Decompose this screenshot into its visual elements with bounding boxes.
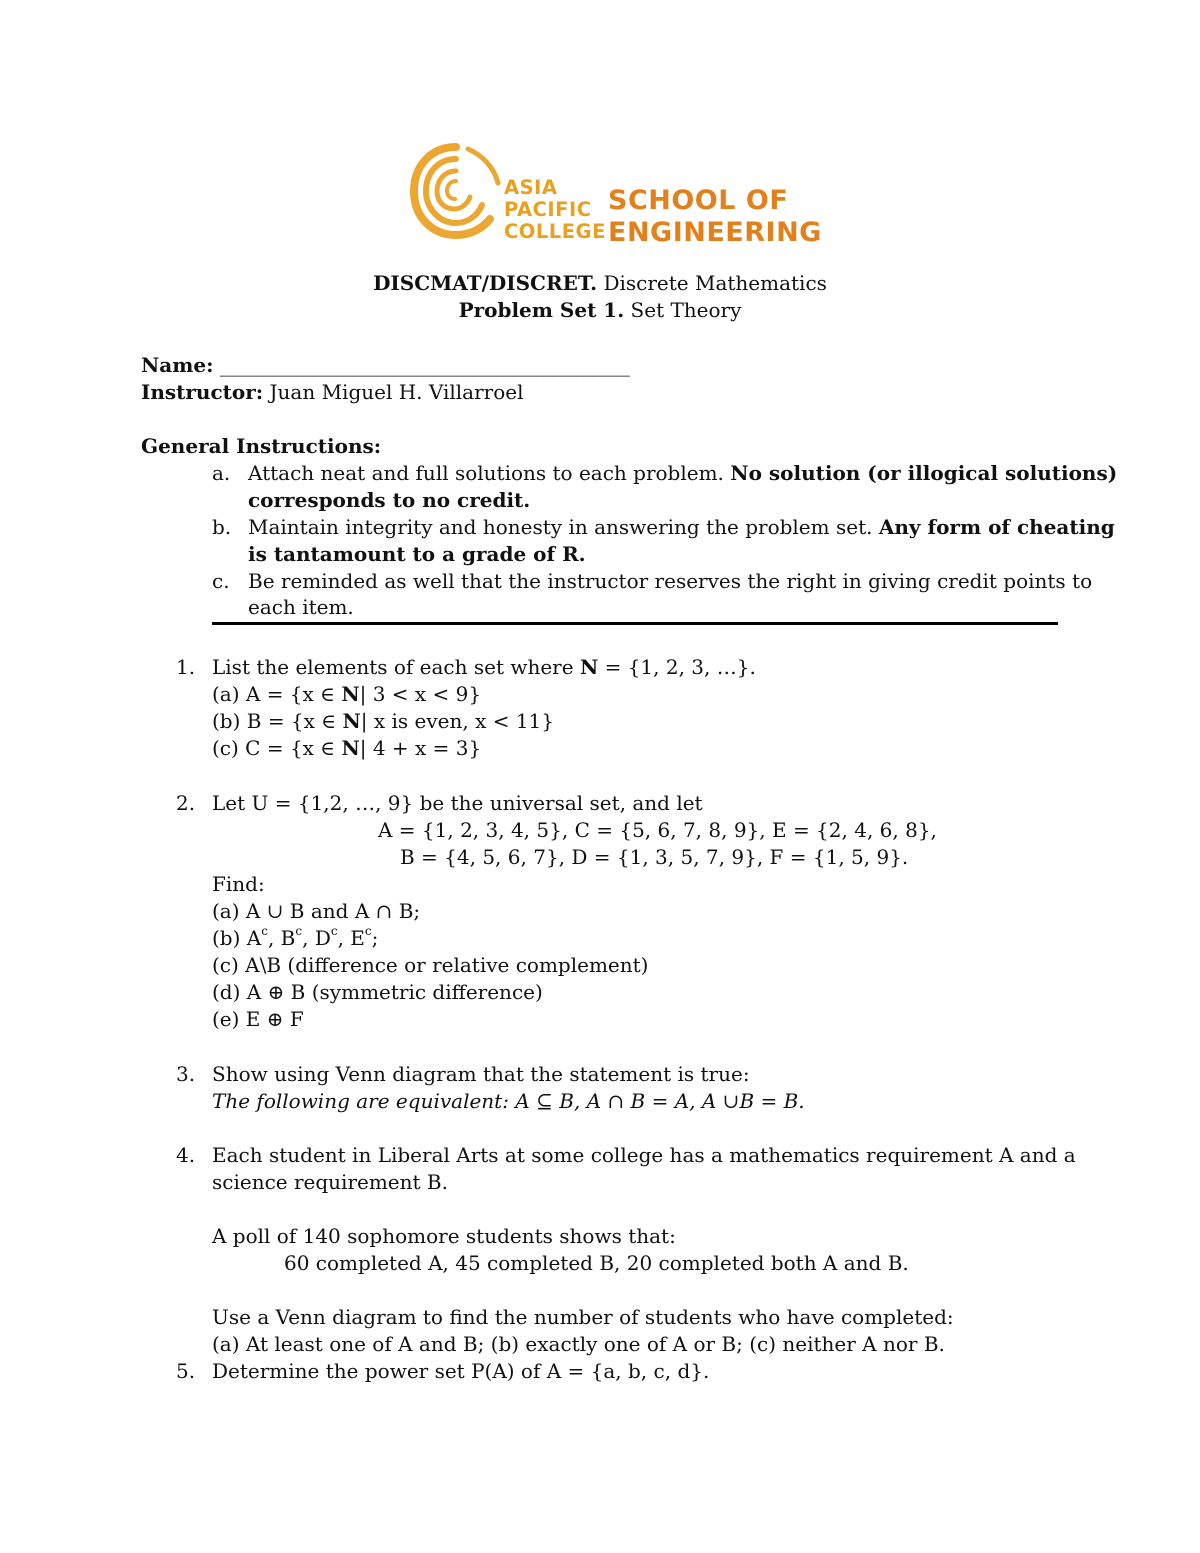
- problem-2-part-c: (c) A\B (difference or relative complement): [212, 953, 649, 977]
- instruction-marker: c.: [212, 569, 230, 593]
- problem-2-part-e: (e) E ⊕ F: [212, 1007, 304, 1031]
- naturals-symbol: N: [341, 682, 360, 706]
- naturals-symbol: N: [342, 709, 361, 733]
- problem-text: (b) B = {x ∈: [212, 709, 343, 733]
- college-logo: [410, 137, 822, 248]
- problem-2-part-d: (d) A ⊕ B (symmetric difference): [212, 980, 543, 1004]
- problem-text: , E: [337, 926, 365, 950]
- problem-number: 5.: [176, 1359, 196, 1383]
- section-divider: [212, 622, 1058, 625]
- instruction-text: Maintain integrity and honesty in answering the problem set.: [248, 515, 879, 539]
- instructor-name: Juan Miguel H. Villarroel: [263, 380, 524, 404]
- instructor-label: Instructor:: [141, 380, 264, 404]
- instructions-title: General Instructions:: [141, 434, 382, 458]
- college-name-text: ASIA PACIFIC COLLEGE: [504, 176, 606, 243]
- complement-superscript: c: [295, 924, 303, 939]
- instruction-emphasis: No solution (or illogical solutions): [730, 461, 1118, 485]
- problem-number: 1.: [176, 655, 196, 679]
- instruction-marker: a.: [212, 461, 231, 485]
- problem-text: ;: [371, 926, 379, 950]
- problem-text: = {1, 2, 3, …}.: [598, 655, 756, 679]
- problem-1-part-c: [212, 735, 481, 762]
- problem-4-text: Each student in Liberal Arts at some college has a mathematics requirement A and a: [212, 1143, 1076, 1167]
- name-label: Name:: [141, 353, 214, 377]
- name-blank: _________________________________________: [213, 353, 630, 377]
- instruction-text: each item.: [248, 595, 354, 619]
- instruction-emphasis: Any form of cheating: [878, 515, 1115, 539]
- instructor-field: [141, 379, 523, 406]
- problem-text: (a) A = {x ∈: [212, 682, 342, 706]
- problem-5-text: Determine the power set P(A) of A = {a, b, c, d}.: [212, 1359, 710, 1383]
- problem-2-sets-line-1: A = {1, 2, 3, 4, 5}, C = {5, 6, 7, 8, 9}, E = {2, 4, 6, 8},: [378, 818, 937, 842]
- instruction-marker: b.: [212, 515, 232, 539]
- course-name: Discrete Mathematics: [597, 271, 827, 295]
- problem-2-intro: Let U = {1,2, …, 9} be the universal set, and let: [212, 791, 703, 815]
- problem-text: (b) A: [212, 926, 262, 950]
- problem-text: (c) C = {x ∈: [212, 736, 342, 760]
- problem-text: , D: [302, 926, 331, 950]
- problem-2-part-b: [212, 925, 378, 952]
- problem-number: 4.: [176, 1143, 196, 1167]
- problem-4-text-cont: science requirement B.: [212, 1170, 448, 1194]
- problem-text: | x is even, x < 11}: [360, 709, 554, 733]
- problem-text: | 3 < x < 9}: [359, 682, 482, 706]
- set-label: Problem Set 1.: [458, 298, 625, 322]
- name-field: [141, 352, 630, 379]
- problem-3-statement: The following are equivalent: A ⊆ B, A ∩ B = A, A ∪B = B.: [212, 1089, 805, 1113]
- instruction-emphasis: is tantamount to a grade of R.: [248, 542, 586, 566]
- problem-1-intro: [212, 654, 756, 681]
- problem-3-text: Show using Venn diagram that the statement is true:: [212, 1062, 750, 1086]
- problem-2-find: Find:: [212, 872, 265, 896]
- instruction-emphasis: corresponds to no credit.: [248, 488, 531, 512]
- instruction-item-b: [248, 514, 1115, 541]
- problem-4-poll: A poll of 140 sophomore students shows that:: [212, 1224, 676, 1248]
- problem-4-parts: (a) At least one of A and B; (b) exactly one of A or B; (c) neither A nor B.: [212, 1332, 945, 1356]
- complement-superscript: c: [261, 924, 268, 939]
- set-topic: Set Theory: [624, 298, 742, 322]
- naturals-symbol: N: [341, 736, 360, 760]
- problem-4-stats: 60 completed A, 45 completed B, 20 completed both A and B.: [284, 1251, 909, 1275]
- problem-text: | 4 + x = 3}: [359, 736, 482, 760]
- school-name-text: SCHOOL OF ENGINEERING: [608, 185, 822, 248]
- problem-number: 2.: [176, 791, 196, 815]
- complement-superscript: c: [330, 924, 338, 939]
- problem-2-sets-line-2: B = {4, 5, 6, 7}, D = {1, 3, 5, 7, 9}, F = {1, 5, 9}.: [400, 845, 909, 869]
- problem-1-part-b: [212, 708, 554, 735]
- problem-set-title: [0, 297, 1200, 324]
- instruction-item-c: Be reminded as well that the instructor reserves the right in giving credit points to: [248, 569, 1093, 593]
- complement-superscript: c: [364, 924, 372, 939]
- naturals-symbol: N: [579, 655, 599, 679]
- instruction-item-a: [248, 460, 1117, 487]
- swirl-emblem-icon: [410, 141, 502, 241]
- problem-4-use: Use a Venn diagram to find the number of students who have completed:: [212, 1305, 954, 1329]
- problem-1-part-a: [212, 681, 481, 708]
- problem-text: , B: [267, 926, 296, 950]
- problem-text: List the elements of each set where: [212, 655, 580, 679]
- course-code: DISCMAT/DISCRET.: [373, 271, 598, 295]
- problem-number: 3.: [176, 1062, 196, 1086]
- problem-2-part-a: (a) A ∪ B and A ∩ B;: [212, 899, 421, 923]
- course-title: [0, 270, 1200, 297]
- instruction-text: Attach neat and full solutions to each problem.: [248, 461, 731, 485]
